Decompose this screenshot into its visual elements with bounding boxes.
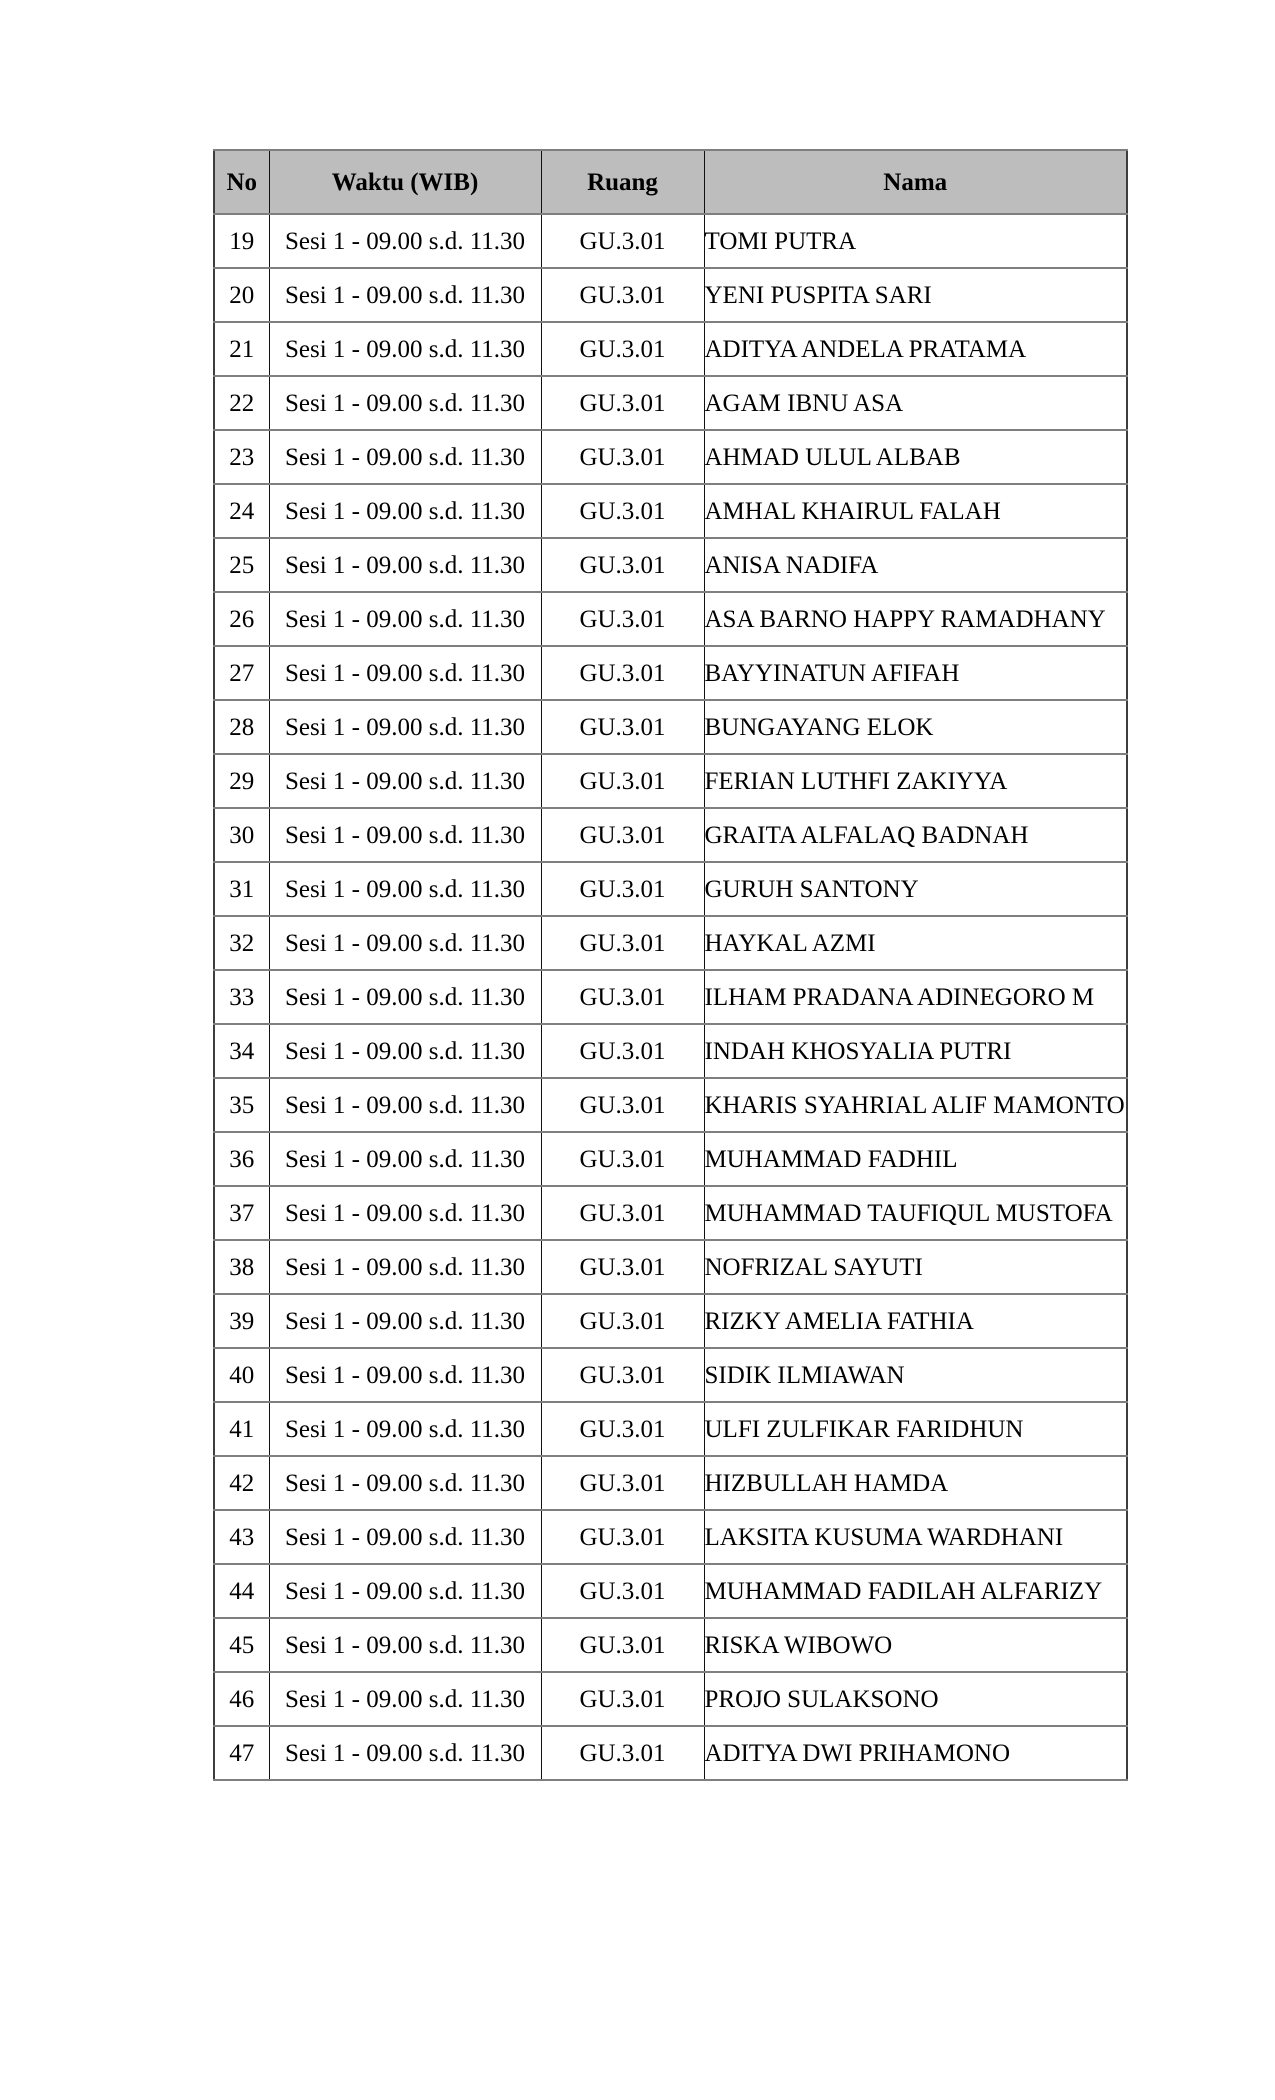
cell-nama: INDAH KHOSYALIA PUTRI [704, 1024, 1127, 1078]
cell-nama: FERIAN LUTHFI ZAKIYYA [704, 754, 1127, 808]
cell-no: 38 [214, 1240, 269, 1294]
cell-waktu: Sesi 1 - 09.00 s.d. 11.30 [269, 1564, 541, 1618]
cell-no: 20 [214, 268, 269, 322]
cell-waktu: Sesi 1 - 09.00 s.d. 11.30 [269, 1402, 541, 1456]
cell-no: 33 [214, 970, 269, 1024]
cell-ruang: GU.3.01 [541, 700, 704, 754]
table-body [214, 214, 1127, 1780]
cell-nama: ADITYA ANDELA PRATAMA [704, 322, 1127, 376]
cell-waktu: Sesi 1 - 09.00 s.d. 11.30 [269, 700, 541, 754]
cell-nama: RISKA WIBOWO [704, 1618, 1127, 1672]
cell-ruang: GU.3.01 [541, 1078, 704, 1132]
cell-no: 28 [214, 700, 269, 754]
cell-no: 29 [214, 754, 269, 808]
cell-ruang: GU.3.01 [541, 1618, 704, 1672]
cell-ruang: GU.3.01 [541, 1510, 704, 1564]
cell-ruang: GU.3.01 [541, 916, 704, 970]
cell-no: 47 [214, 1726, 269, 1780]
cell-nama: ILHAM PRADANA ADINEGORO M [704, 970, 1127, 1024]
cell-ruang: GU.3.01 [541, 754, 704, 808]
cell-ruang: GU.3.01 [541, 592, 704, 646]
cell-waktu: Sesi 1 - 09.00 s.d. 11.30 [269, 1024, 541, 1078]
table-row [214, 862, 1127, 916]
table-header [214, 150, 1127, 214]
cell-nama: TOMI PUTRA [704, 214, 1127, 268]
cell-ruang: GU.3.01 [541, 1672, 704, 1726]
cell-no: 36 [214, 1132, 269, 1186]
cell-nama: KHARIS SYAHRIAL ALIF MAMONTO [704, 1078, 1127, 1132]
cell-no: 21 [214, 322, 269, 376]
table-row [214, 322, 1127, 376]
cell-nama: ULFI ZULFIKAR FARIDHUN [704, 1402, 1127, 1456]
cell-waktu: Sesi 1 - 09.00 s.d. 11.30 [269, 862, 541, 916]
cell-ruang: GU.3.01 [541, 862, 704, 916]
cell-ruang: GU.3.01 [541, 1456, 704, 1510]
cell-nama: RIZKY AMELIA FATHIA [704, 1294, 1127, 1348]
cell-ruang: GU.3.01 [541, 1240, 704, 1294]
cell-ruang: GU.3.01 [541, 538, 704, 592]
header-cell-ruang: Ruang [541, 150, 704, 214]
cell-no: 42 [214, 1456, 269, 1510]
cell-nama: HAYKAL AZMI [704, 916, 1127, 970]
cell-no: 30 [214, 808, 269, 862]
cell-no: 43 [214, 1510, 269, 1564]
cell-no: 44 [214, 1564, 269, 1618]
cell-ruang: GU.3.01 [541, 430, 704, 484]
table-row [214, 430, 1127, 484]
cell-waktu: Sesi 1 - 09.00 s.d. 11.30 [269, 1672, 541, 1726]
table-row [214, 1024, 1127, 1078]
cell-waktu: Sesi 1 - 09.00 s.d. 11.30 [269, 376, 541, 430]
cell-waktu: Sesi 1 - 09.00 s.d. 11.30 [269, 1348, 541, 1402]
cell-no: 41 [214, 1402, 269, 1456]
table-row [214, 646, 1127, 700]
header-cell-no: No [214, 150, 269, 214]
cell-no: 22 [214, 376, 269, 430]
cell-nama: ADITYA DWI PRIHAMONO [704, 1726, 1127, 1780]
table-row [214, 592, 1127, 646]
cell-ruang: GU.3.01 [541, 808, 704, 862]
exam-schedule-table [213, 149, 1128, 1781]
cell-nama: AHMAD ULUL ALBAB [704, 430, 1127, 484]
cell-ruang: GU.3.01 [541, 484, 704, 538]
table-row [214, 1726, 1127, 1780]
cell-ruang: GU.3.01 [541, 1348, 704, 1402]
cell-no: 26 [214, 592, 269, 646]
cell-no: 45 [214, 1618, 269, 1672]
cell-nama: GURUH SANTONY [704, 862, 1127, 916]
cell-no: 19 [214, 214, 269, 268]
table-row [214, 214, 1127, 268]
cell-no: 40 [214, 1348, 269, 1402]
cell-nama: MUHAMMAD FADILAH ALFARIZY [704, 1564, 1127, 1618]
cell-nama: LAKSITA KUSUMA WARDHANI [704, 1510, 1127, 1564]
cell-waktu: Sesi 1 - 09.00 s.d. 11.30 [269, 808, 541, 862]
cell-waktu: Sesi 1 - 09.00 s.d. 11.30 [269, 916, 541, 970]
cell-waktu: Sesi 1 - 09.00 s.d. 11.30 [269, 1078, 541, 1132]
cell-waktu: Sesi 1 - 09.00 s.d. 11.30 [269, 1294, 541, 1348]
table-row [214, 1348, 1127, 1402]
table-row [214, 1456, 1127, 1510]
cell-waktu: Sesi 1 - 09.00 s.d. 11.30 [269, 1510, 541, 1564]
cell-no: 46 [214, 1672, 269, 1726]
cell-nama: HIZBULLAH HAMDA [704, 1456, 1127, 1510]
table-row [214, 268, 1127, 322]
table-row [214, 754, 1127, 808]
table-row [214, 1402, 1127, 1456]
cell-ruang: GU.3.01 [541, 322, 704, 376]
cell-nama: ASA BARNO HAPPY RAMADHANY [704, 592, 1127, 646]
cell-nama: MUHAMMAD TAUFIQUL MUSTOFA [704, 1186, 1127, 1240]
cell-waktu: Sesi 1 - 09.00 s.d. 11.30 [269, 1618, 541, 1672]
cell-ruang: GU.3.01 [541, 1726, 704, 1780]
cell-nama: AGAM IBNU ASA [704, 376, 1127, 430]
cell-ruang: GU.3.01 [541, 214, 704, 268]
cell-waktu: Sesi 1 - 09.00 s.d. 11.30 [269, 430, 541, 484]
cell-waktu: Sesi 1 - 09.00 s.d. 11.30 [269, 322, 541, 376]
table-row [214, 1672, 1127, 1726]
table-row [214, 1186, 1127, 1240]
cell-waktu: Sesi 1 - 09.00 s.d. 11.30 [269, 538, 541, 592]
cell-waktu: Sesi 1 - 09.00 s.d. 11.30 [269, 1186, 541, 1240]
table-row [214, 1510, 1127, 1564]
table-row [214, 1618, 1127, 1672]
table-row [214, 1294, 1127, 1348]
table-row [214, 1564, 1127, 1618]
cell-no: 35 [214, 1078, 269, 1132]
cell-waktu: Sesi 1 - 09.00 s.d. 11.30 [269, 484, 541, 538]
table-row [214, 376, 1127, 430]
cell-ruang: GU.3.01 [541, 1402, 704, 1456]
cell-waktu: Sesi 1 - 09.00 s.d. 11.30 [269, 214, 541, 268]
cell-ruang: GU.3.01 [541, 1564, 704, 1618]
cell-waktu: Sesi 1 - 09.00 s.d. 11.30 [269, 970, 541, 1024]
cell-nama: ANISA NADIFA [704, 538, 1127, 592]
cell-waktu: Sesi 1 - 09.00 s.d. 11.30 [269, 268, 541, 322]
cell-ruang: GU.3.01 [541, 1294, 704, 1348]
cell-waktu: Sesi 1 - 09.00 s.d. 11.30 [269, 592, 541, 646]
table-row [214, 538, 1127, 592]
cell-no: 34 [214, 1024, 269, 1078]
header-cell-nama: Nama [704, 150, 1127, 214]
header-row [214, 150, 1127, 214]
cell-waktu: Sesi 1 - 09.00 s.d. 11.30 [269, 1726, 541, 1780]
cell-nama: BUNGAYANG ELOK [704, 700, 1127, 754]
cell-nama: SIDIK ILMIAWAN [704, 1348, 1127, 1402]
table-row [214, 1132, 1127, 1186]
cell-ruang: GU.3.01 [541, 268, 704, 322]
cell-ruang: GU.3.01 [541, 1024, 704, 1078]
cell-nama: BAYYINATUN AFIFAH [704, 646, 1127, 700]
table-row [214, 916, 1127, 970]
cell-nama: MUHAMMAD FADHIL [704, 1132, 1127, 1186]
cell-no: 23 [214, 430, 269, 484]
cell-ruang: GU.3.01 [541, 970, 704, 1024]
header-cell-waktu: Waktu (WIB) [269, 150, 541, 214]
cell-no: 27 [214, 646, 269, 700]
cell-nama: PROJO SULAKSONO [704, 1672, 1127, 1726]
cell-no: 39 [214, 1294, 269, 1348]
cell-waktu: Sesi 1 - 09.00 s.d. 11.30 [269, 1240, 541, 1294]
table-row [214, 484, 1127, 538]
table-row [214, 970, 1127, 1024]
table-row [214, 700, 1127, 754]
cell-ruang: GU.3.01 [541, 376, 704, 430]
cell-ruang: GU.3.01 [541, 1132, 704, 1186]
table-row [214, 1240, 1127, 1294]
cell-nama: GRAITA ALFALAQ BADNAH [704, 808, 1127, 862]
cell-nama: AMHAL KHAIRUL FALAH [704, 484, 1127, 538]
cell-waktu: Sesi 1 - 09.00 s.d. 11.30 [269, 754, 541, 808]
cell-waktu: Sesi 1 - 09.00 s.d. 11.30 [269, 646, 541, 700]
cell-no: 31 [214, 862, 269, 916]
cell-nama: YENI PUSPITA SARI [704, 268, 1127, 322]
table-row [214, 808, 1127, 862]
table-row [214, 1078, 1127, 1132]
cell-nama: NOFRIZAL SAYUTI [704, 1240, 1127, 1294]
cell-no: 24 [214, 484, 269, 538]
cell-no: 37 [214, 1186, 269, 1240]
cell-no: 32 [214, 916, 269, 970]
cell-waktu: Sesi 1 - 09.00 s.d. 11.30 [269, 1456, 541, 1510]
cell-no: 25 [214, 538, 269, 592]
cell-ruang: GU.3.01 [541, 1186, 704, 1240]
cell-ruang: GU.3.01 [541, 646, 704, 700]
cell-waktu: Sesi 1 - 09.00 s.d. 11.30 [269, 1132, 541, 1186]
